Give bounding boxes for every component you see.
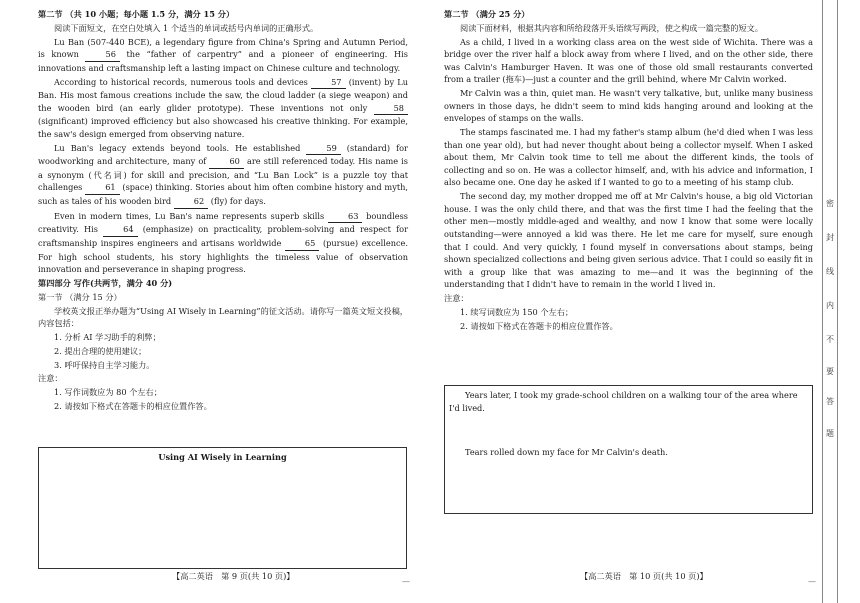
blank-60: 60 bbox=[209, 155, 243, 169]
blank-59: 59 bbox=[306, 142, 340, 156]
continuation-section-header: 第二节 （满分 25 分） bbox=[444, 9, 530, 19]
note-item-1: 1. 写作词数应为 80 个左右； bbox=[54, 387, 162, 398]
requirement-item-2: 2. 提出合理的使用建议； bbox=[54, 345, 147, 356]
right-page bbox=[444, 8, 813, 334]
notes-label: 注意： bbox=[38, 373, 63, 384]
continuation-opening-line-1: Years later, I took my grade-school children on a walking tour of the area where I'd lived. bbox=[449, 390, 798, 413]
binding-strip bbox=[822, 0, 838, 603]
blank-65: 65 bbox=[285, 237, 319, 251]
corner-mark-left: — bbox=[402, 577, 410, 586]
passage-paragraph-2: According to historical records, numerous tools and devices 57 (invent) by Lu Ban. His most famous creations include the saw, the cloud ladder (a siege weapon) and the wooden bird (an early glider prototype). These inventions not only 58 (significant) improved efficiency but also showcased his creative thinking. For example, the saw's design emerged from observing nature. bbox=[38, 76, 408, 139]
blank-62: 62 bbox=[174, 195, 208, 209]
part4-header: 第四部分 写作(共两节，满分 40 分) bbox=[38, 278, 173, 288]
passage-paragraph-4: Even in modern times, Lu Ban's name represents superb skills 63 boundless creativity. His 64 (emphasize) on practicality, problem-solving and respect for craftsmanship inspires engineers and artisans worldwide 65 (pursue) excellence. For high school students, his story highlights the timeless value of observation innovation and perseverance in shaping progress. bbox=[38, 210, 408, 275]
continuation-opening-line-2: Tears rolled down my face for Mr Calvin's death. bbox=[465, 447, 668, 458]
story-paragraph-2: Mr Calvin was a thin, quiet man. He wasn't very talkative, but, unlike many business owners in those days, he didn't seem to mind kids hanging around and looking at the envelopes of stamps on the walls. bbox=[444, 88, 813, 124]
writing-prompt: 学校英文报正举办题为“Using AI Wisely in Learning”的征文活动。请你写一篇英文短文投稿，内容包括： bbox=[38, 305, 408, 329]
passage-paragraph-3: Lu Ban's legacy extends beyond tools. He established 59 (standard) for woodworking and architecture, many of 60 are still referenced today. His name is a synonym (代名词) for skill and precision, and “Lu Ban Lock” is a puzzle toy that challenges 61 (space) thinking. Stories about him often combine history and myth, such as tales of his wooden bird 62 (fly) for days. bbox=[38, 142, 408, 209]
continuation-answer-box[interactable] bbox=[444, 385, 813, 514]
passage-paragraph-1: Lu Ban (507-440 BCE), a legendary figure from China's Spring and Autumn Period, is known 56 the “father of carpentry” and a pioneer of engineering. His innovations and craftsmanship left a lasting impact on Chinese culture and technology. bbox=[38, 36, 408, 73]
section2-instruction: 阅读下面短文，在空白处填入 1 个适当的单词或括号内单词的正确形式。 bbox=[54, 22, 319, 33]
notes-label-right: 注意： bbox=[444, 293, 469, 304]
continuation-instruction: 阅读下面材料，根据其内容和所给段落开头语续写两段，使之构成一篇完整的短文。 bbox=[460, 22, 763, 33]
binding-char: 题 bbox=[826, 429, 834, 438]
blank-63: 63 bbox=[328, 210, 362, 224]
corner-mark-right: — bbox=[808, 577, 816, 586]
blank-56: 56 bbox=[85, 48, 119, 62]
blank-61: 61 bbox=[85, 181, 119, 195]
binding-char: 封 bbox=[826, 233, 834, 242]
note-item-right-1: 1. 续写词数应为 150 个左右； bbox=[460, 306, 574, 317]
note-item-2: 2. 请按如下格式在答题卡的相应位置作答。 bbox=[54, 400, 212, 411]
binding-char: 内 bbox=[826, 301, 834, 310]
blank-64: 64 bbox=[103, 223, 137, 237]
binding-char: 线 bbox=[826, 267, 834, 276]
page-footer-left: 【高二英语 第 9 页(共 10 页)】 bbox=[172, 571, 295, 581]
binding-char: 要 bbox=[826, 367, 834, 376]
story-paragraph-3: The stamps fascinated me. I had my father's stamp album (he'd died when I was less than one year old), but had never thought about being a collector myself. When I asked about them, Mr Calvin took time to tell me about the different kinds, the tools of collecting and so on. He was a collector himself, and, with his advice and information, I also became one. One day he asked if I wanted to go to a meeting of his stamp club. bbox=[444, 127, 813, 188]
binding-char: 答 bbox=[826, 397, 834, 406]
essay-box-title: Using AI Wisely in Learning bbox=[158, 452, 287, 462]
story-paragraph-4: The second day, my mother dropped me off at Mr Calvin's house, a big old Victorian house. I was the only child there, and that was the first time I had the feeling that the other men—mostly middle-aged and wealthy, and now I know that some were locally outstanding—were annoyed a kid was there. He let me care for myself, sure enough that I could. And very quickly, I found myself in conversations about stamps, being shown specialized collections and being given serious advice. That I could so easily fit in with a group like that was amazing to me—and it was the beginning of the understanding that I didn't have to remain in the world I lived in. bbox=[444, 191, 813, 290]
requirement-item-1: 1. 分析 AI 学习助手的利弊； bbox=[54, 331, 161, 342]
binding-char: 密 bbox=[826, 199, 834, 208]
page-footer-right: 【高二英语 第 10 页(共 10 页)】 bbox=[580, 571, 708, 581]
section1-header: 第一节 （满分 15 分） bbox=[38, 291, 122, 302]
story-paragraph-1: As a child, I lived in a working class area on the west side of Wichita. There was a bridge over the river half a block away from where I lived, and on the other side, there was Calvin's Hamburger Haven. It was one of those old small restaurants converted from a trailer (拖车)—just a counter and the grill behind, where Mr Calvin worked. bbox=[444, 36, 813, 85]
section2-header: 第二节 （共 10 小题；每小题 1.5 分，满分 15 分） bbox=[38, 9, 235, 19]
essay-answer-box[interactable] bbox=[38, 447, 407, 569]
binding-char: 不 bbox=[826, 335, 834, 344]
blank-57: 57 bbox=[311, 76, 345, 90]
blank-58: 58 bbox=[374, 102, 408, 116]
left-page bbox=[38, 8, 408, 414]
requirement-item-3: 3. 呼吁保持自主学习能力。 bbox=[54, 359, 155, 370]
note-item-right-2: 2. 请按如下格式在答题卡的相应位置作答。 bbox=[460, 320, 618, 331]
